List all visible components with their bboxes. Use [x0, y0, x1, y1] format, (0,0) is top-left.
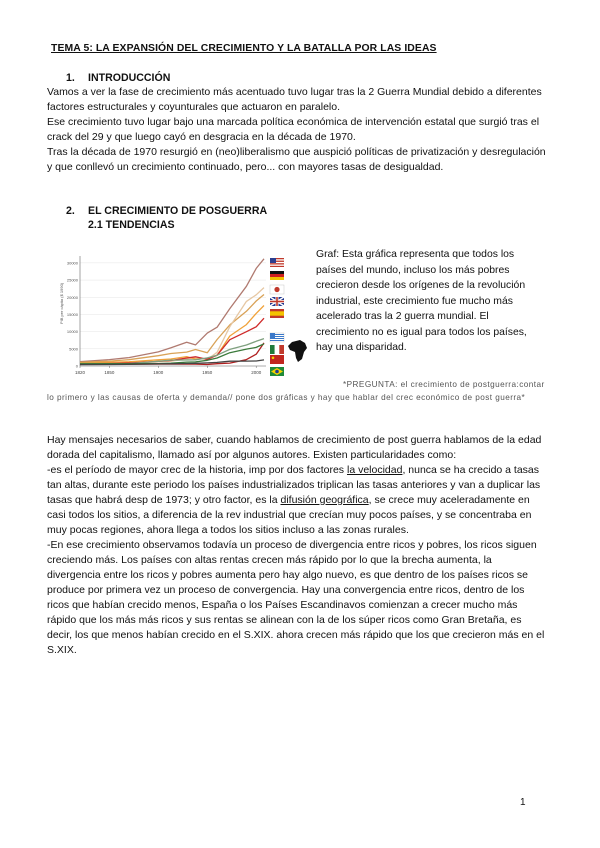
y-tick-label: 30000	[66, 260, 78, 266]
section-2-number: 2.	[66, 205, 75, 217]
x-tick-label: 1900	[153, 370, 164, 375]
velocity-underlined: la velocidad	[346, 464, 403, 476]
flag-japan-icon	[270, 285, 284, 294]
chart-description: Graf: Esta gráfica representa que todos los países del mundo, incluso los más pobres crecieron desde los orígenes de la revolución industrial, este crecimiento fue mucho más acelerado tras la 2 guerra mundial. El crecimiento no es igual para todos los países, hay una disparidad.	[316, 249, 527, 353]
section-1-heading	[66, 72, 170, 84]
point-1-paragraph	[47, 463, 547, 538]
intro-text	[47, 85, 547, 175]
flag-mexico-icon	[270, 345, 284, 354]
flag-uk-icon	[270, 297, 284, 306]
intro-paragraph: Ese crecimiento tuvo lugar bajo una marcada política económica de intervención estatal que surgió tras el crack del 29 y que luego cayó en desgracia en la década de 1970.	[47, 116, 540, 143]
flag-usa-icon	[270, 258, 284, 267]
africa-map-icon	[288, 340, 307, 362]
x-tick-label: 1850	[104, 370, 115, 375]
flag-spain-icon	[270, 309, 284, 318]
document-title: TEMA 5: LA EXPANSIÓN DEL CRECIMIENTO Y LA BATALLA POR LAS IDEAS	[51, 43, 437, 54]
page-number: 1	[520, 797, 526, 808]
section-2-heading	[66, 205, 267, 217]
y-tick-label: 10000	[66, 329, 78, 335]
section-1-number: 1.	[66, 72, 75, 84]
y-tick-label: 15000	[66, 311, 78, 317]
section-2-title: EL CRECIMIENTO DE POSGUERRA	[88, 205, 268, 217]
series-line-alemania	[80, 295, 264, 363]
flag-germany-icon	[270, 271, 284, 280]
flag-china-icon	[270, 355, 284, 364]
y-tick-label: 20000	[66, 294, 78, 300]
point-1-text: , nunca se ha crecido a tasas tan altas, durante este periodo los países industrializados triplican las tasas anteriores y van a duplicar las tasas que habrá desp de 1973; y otro factor, es la	[47, 464, 541, 506]
gdp-chart	[58, 252, 310, 386]
y-tick-label: 0	[75, 363, 78, 369]
subsection-heading: 2.1 TENDENCIAS	[88, 219, 175, 231]
x-tick-label: 1820	[74, 370, 86, 375]
chart-legend-flags	[270, 258, 307, 376]
point-1-text: , se crece muy aceleradamente en casi todos los sitios, a diferencia de la rev industrial que crecían muy pocos países, y se concentraba en muy pocas regiones, ahora llega a todos los sitios incluso a las zonas rurales.	[47, 494, 532, 536]
intro-paragraph: Vamos a ver la fase de crecimiento más acentuado tuvo lugar tras la 2 Guerra Mundial debido a diferentes factores estructurales y coyunturales que actuaron en paralelo.	[47, 86, 542, 113]
body-text	[47, 433, 547, 658]
x-tick-labels	[74, 363, 262, 375]
intro-paragraph: Tras la década de 1970 resurgió en (neo)liberalismo que auspició políticas de privatización y desregulación y que conllevó un crecimiento continuado, pero... con mayores tasas de desigualdad.	[47, 146, 546, 173]
point-2-paragraph: -En ese crecimiento observamos todavía un proceso de divergencia entre ricos y pobres, los ricos siguen creciendo más. Los países con altas rentas crecen más rápido por lo que la brecha aumenta, la divergencia entre los ricos y pobres aumenta pero hay algo nuevo, es que dentro de los países ricos se produce por primera vez un proceso de convergencia. Hay una convergencia entre ricos, dentro de los ricos que habían crecido menos, España o los Países Escandinavos comienzan a crecer mucho más rápido que los más más ricos y sus rentas se alinean con la de los súper ricos como Gran Bretaña, es decir, los que menos habían crecido en el S.XIX. ahora crecen más rápido que los que crecieron más en el S.XIX.	[47, 539, 545, 656]
y-tick-labels	[67, 260, 79, 368]
gdp-chart-svg	[58, 252, 310, 386]
flag-greece-icon	[270, 333, 284, 342]
y-tick-label: 5000	[69, 346, 78, 352]
x-tick-label: 1950	[202, 370, 213, 375]
y-tick-label: 25000	[66, 277, 78, 283]
body-intro-paragraph: Hay mensajes necesarios de saber, cuando hablamos de crecimiento de post guerra hablamos de la edad dorada del capitalismo, llamado así por algunos autores. Existen particularidades como:	[47, 434, 542, 461]
exam-question-note: *PREGUNTA: el crecimiento de postguerra:contar lo primero y las causas de oferta y demanda// pone dos gráficas y hay que hablar del crec económico de post guerra*	[47, 380, 545, 402]
point-1-text: -es el período de mayor crec de la historia, imp por dos factores	[47, 464, 347, 476]
series-line-estados-unidos	[80, 259, 264, 362]
series-line-grecia	[80, 318, 264, 364]
flag-brazil-icon	[270, 367, 284, 376]
y-axis-label: PIB per cápita ($ 1990)	[59, 282, 64, 324]
x-tick-label: 2000	[251, 370, 262, 375]
section-1-title: INTRODUCCIÓN	[88, 72, 171, 84]
geographic-diffusion-underlined: difusión geográfica	[280, 494, 369, 506]
chart-axes	[80, 256, 266, 366]
